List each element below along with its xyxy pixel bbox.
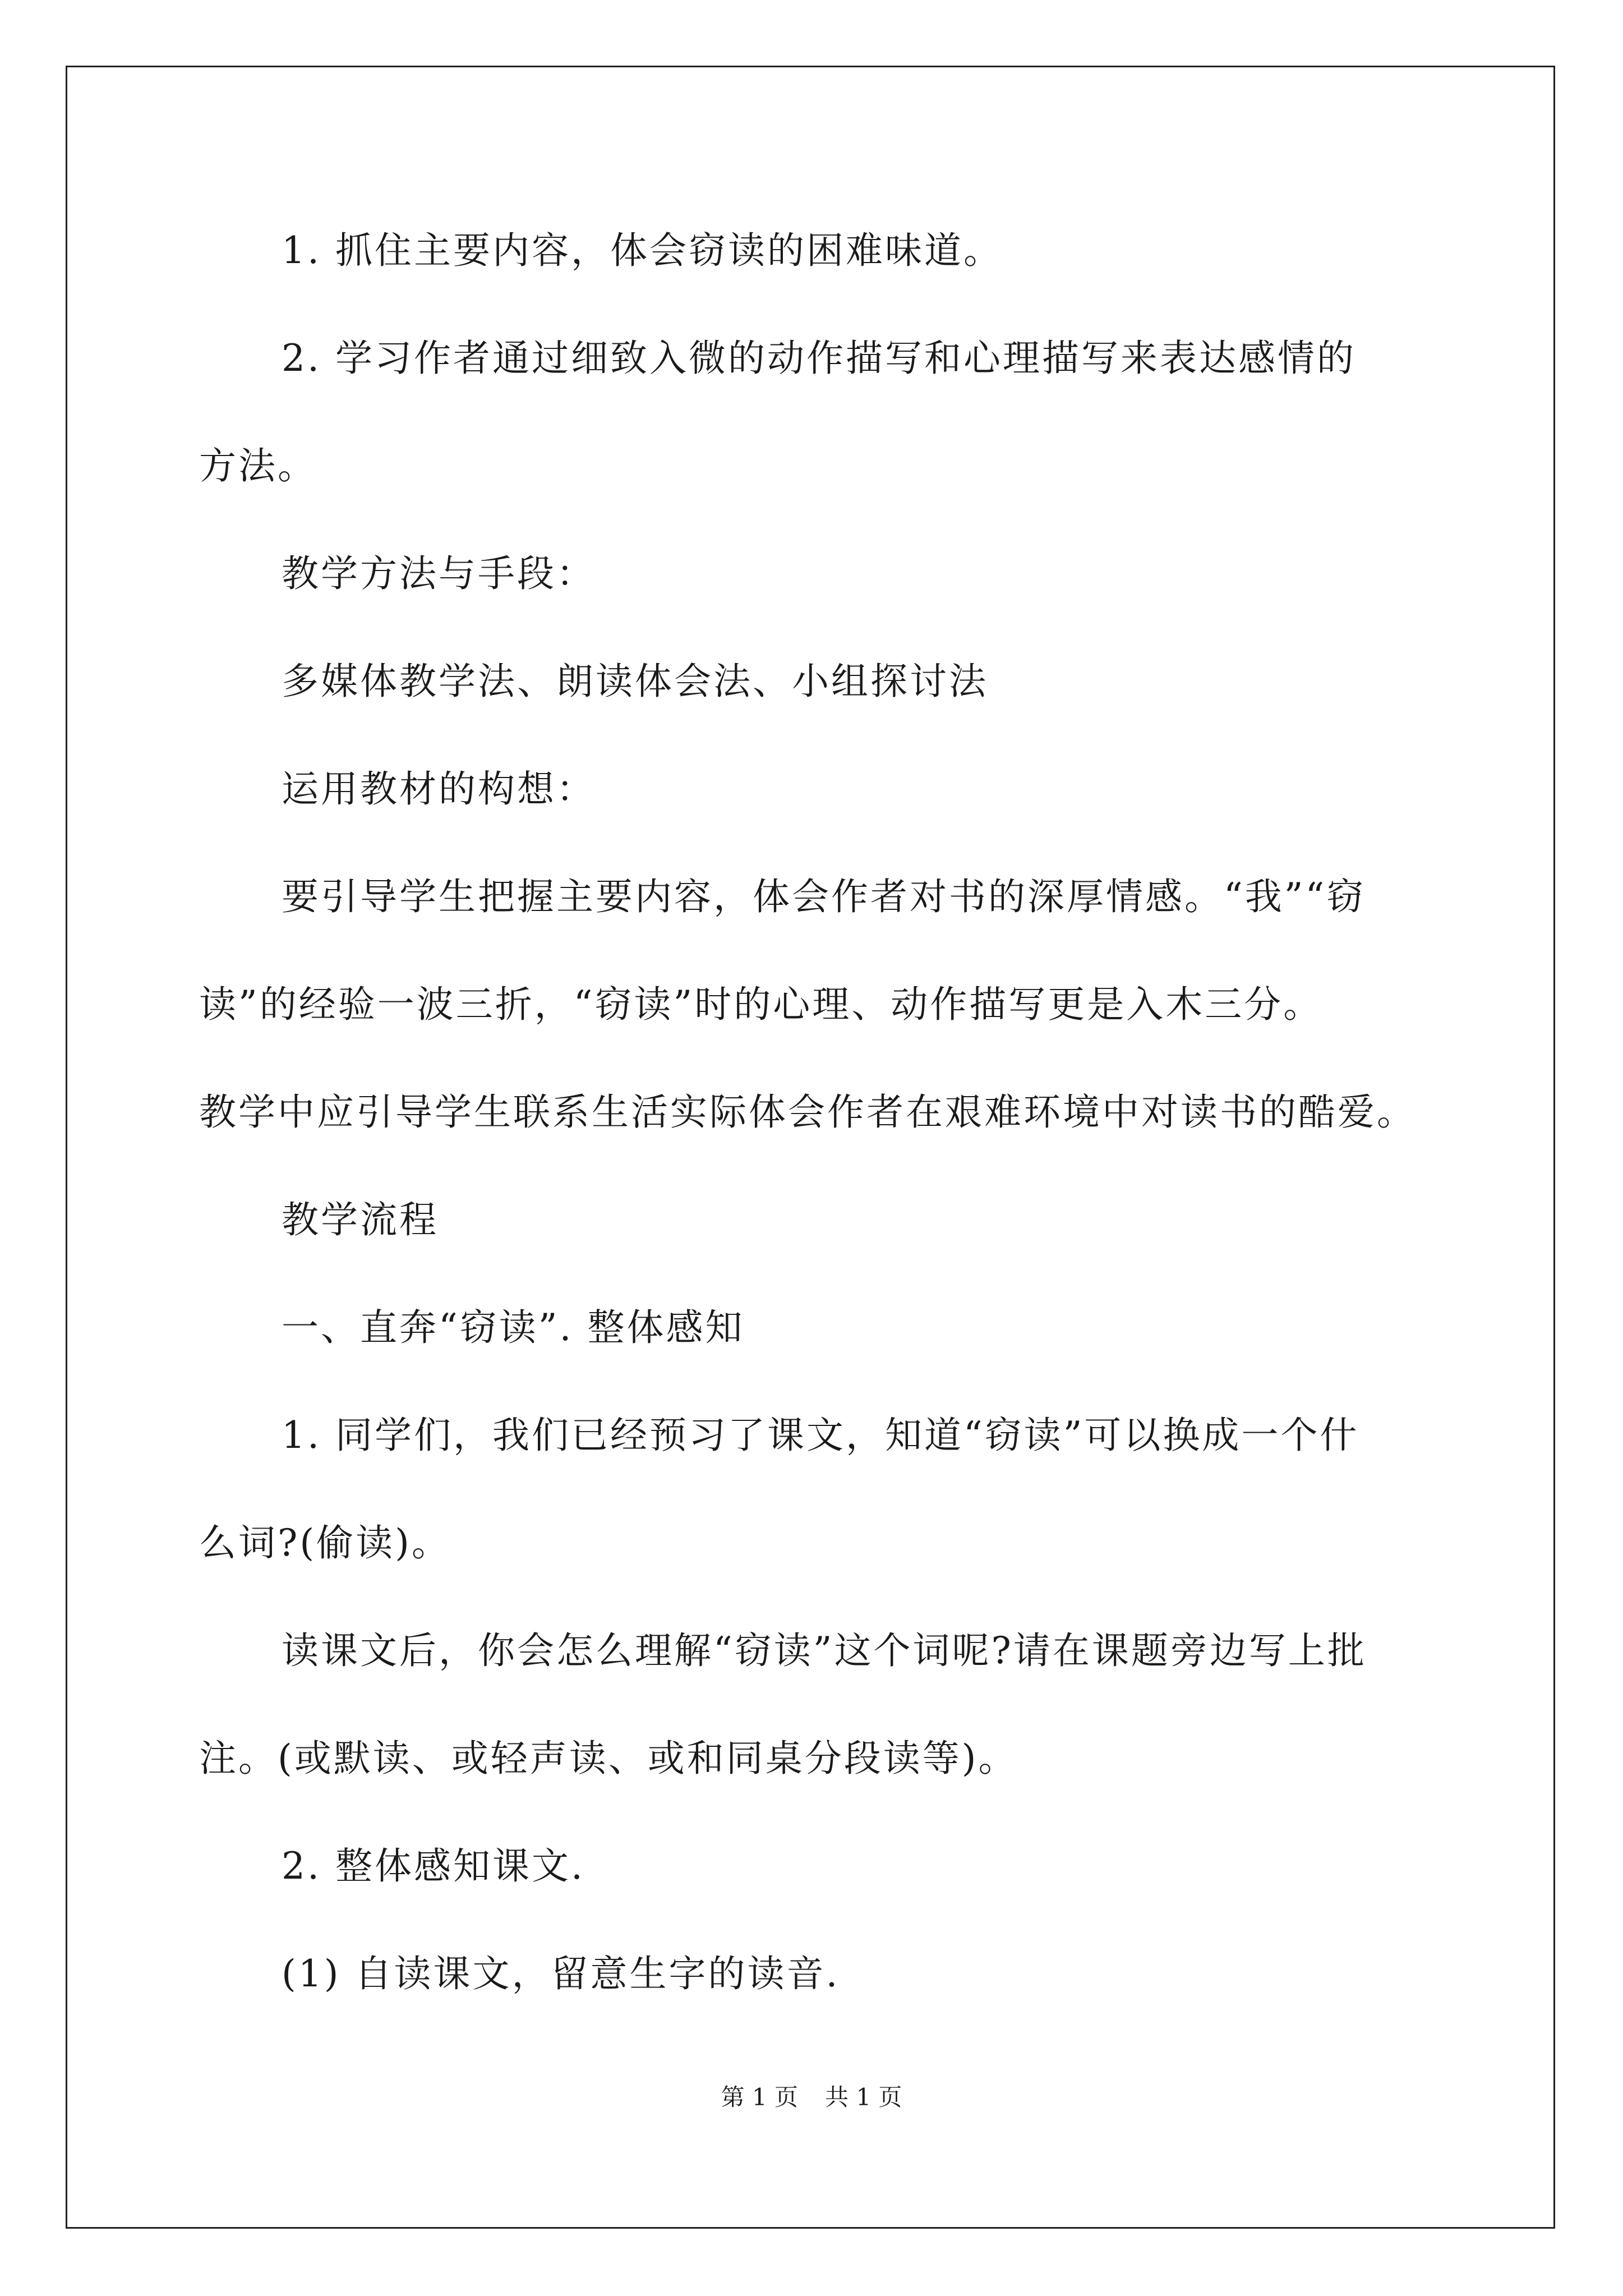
text-line-7: 要引导学生把握主要内容，体会作者对书的深厚情感。“我”“窃 [282,875,1366,918]
text-line-8: 读”的经验一波三折，“窃读”时的心理、动作描写更是入木三分。 [199,983,1323,1026]
text-line-4: 教学方法与手段： [282,552,596,595]
text-line-11: 一、直奔“窃读”. 整体感知 [282,1306,745,1349]
page-number: 第 1 页 [721,2083,798,2111]
text-line-3: 方法。 [199,444,317,487]
text-line-17: (1) 自读课文，留意生字的读音. [282,1952,840,1995]
text-line-14: 读课文后，你会怎么理解“窃读”这个词呢?请在课题旁边写上批 [282,1629,1367,1672]
page-total: 共 1 页 [825,2083,902,2111]
text-line-16: 2. 整体感知课文. [282,1844,585,1888]
text-line-5: 多媒体教学法、朗读体会法、小组探讨法 [282,660,988,703]
text-line-2: 2. 学习作者通过细致入微的动作描写和心理描写来表达感情的 [282,337,1356,380]
text-line-15: 注。(或默读、或轻声读、或和同桌分段读等)。 [199,1737,1018,1780]
text-line-6: 运用教材的构想： [282,767,596,811]
page-frame [66,66,1555,2229]
text-line-10: 教学流程 [282,1198,439,1241]
text-line-1: 1. 抓住主要内容，体会窃读的困难味道。 [282,229,1003,272]
page-footer [0,2083,1623,2111]
text-line-9: 教学中应引导学生联系生活实际体会作者在艰难环境中对读书的酷爱。 [199,1091,1416,1134]
text-line-12: 1. 同学们，我们已经预习了课文，知道“窃读”可以换成一个什 [282,1414,1359,1457]
text-line-13: 么词?(偷读)。 [199,1521,451,1565]
